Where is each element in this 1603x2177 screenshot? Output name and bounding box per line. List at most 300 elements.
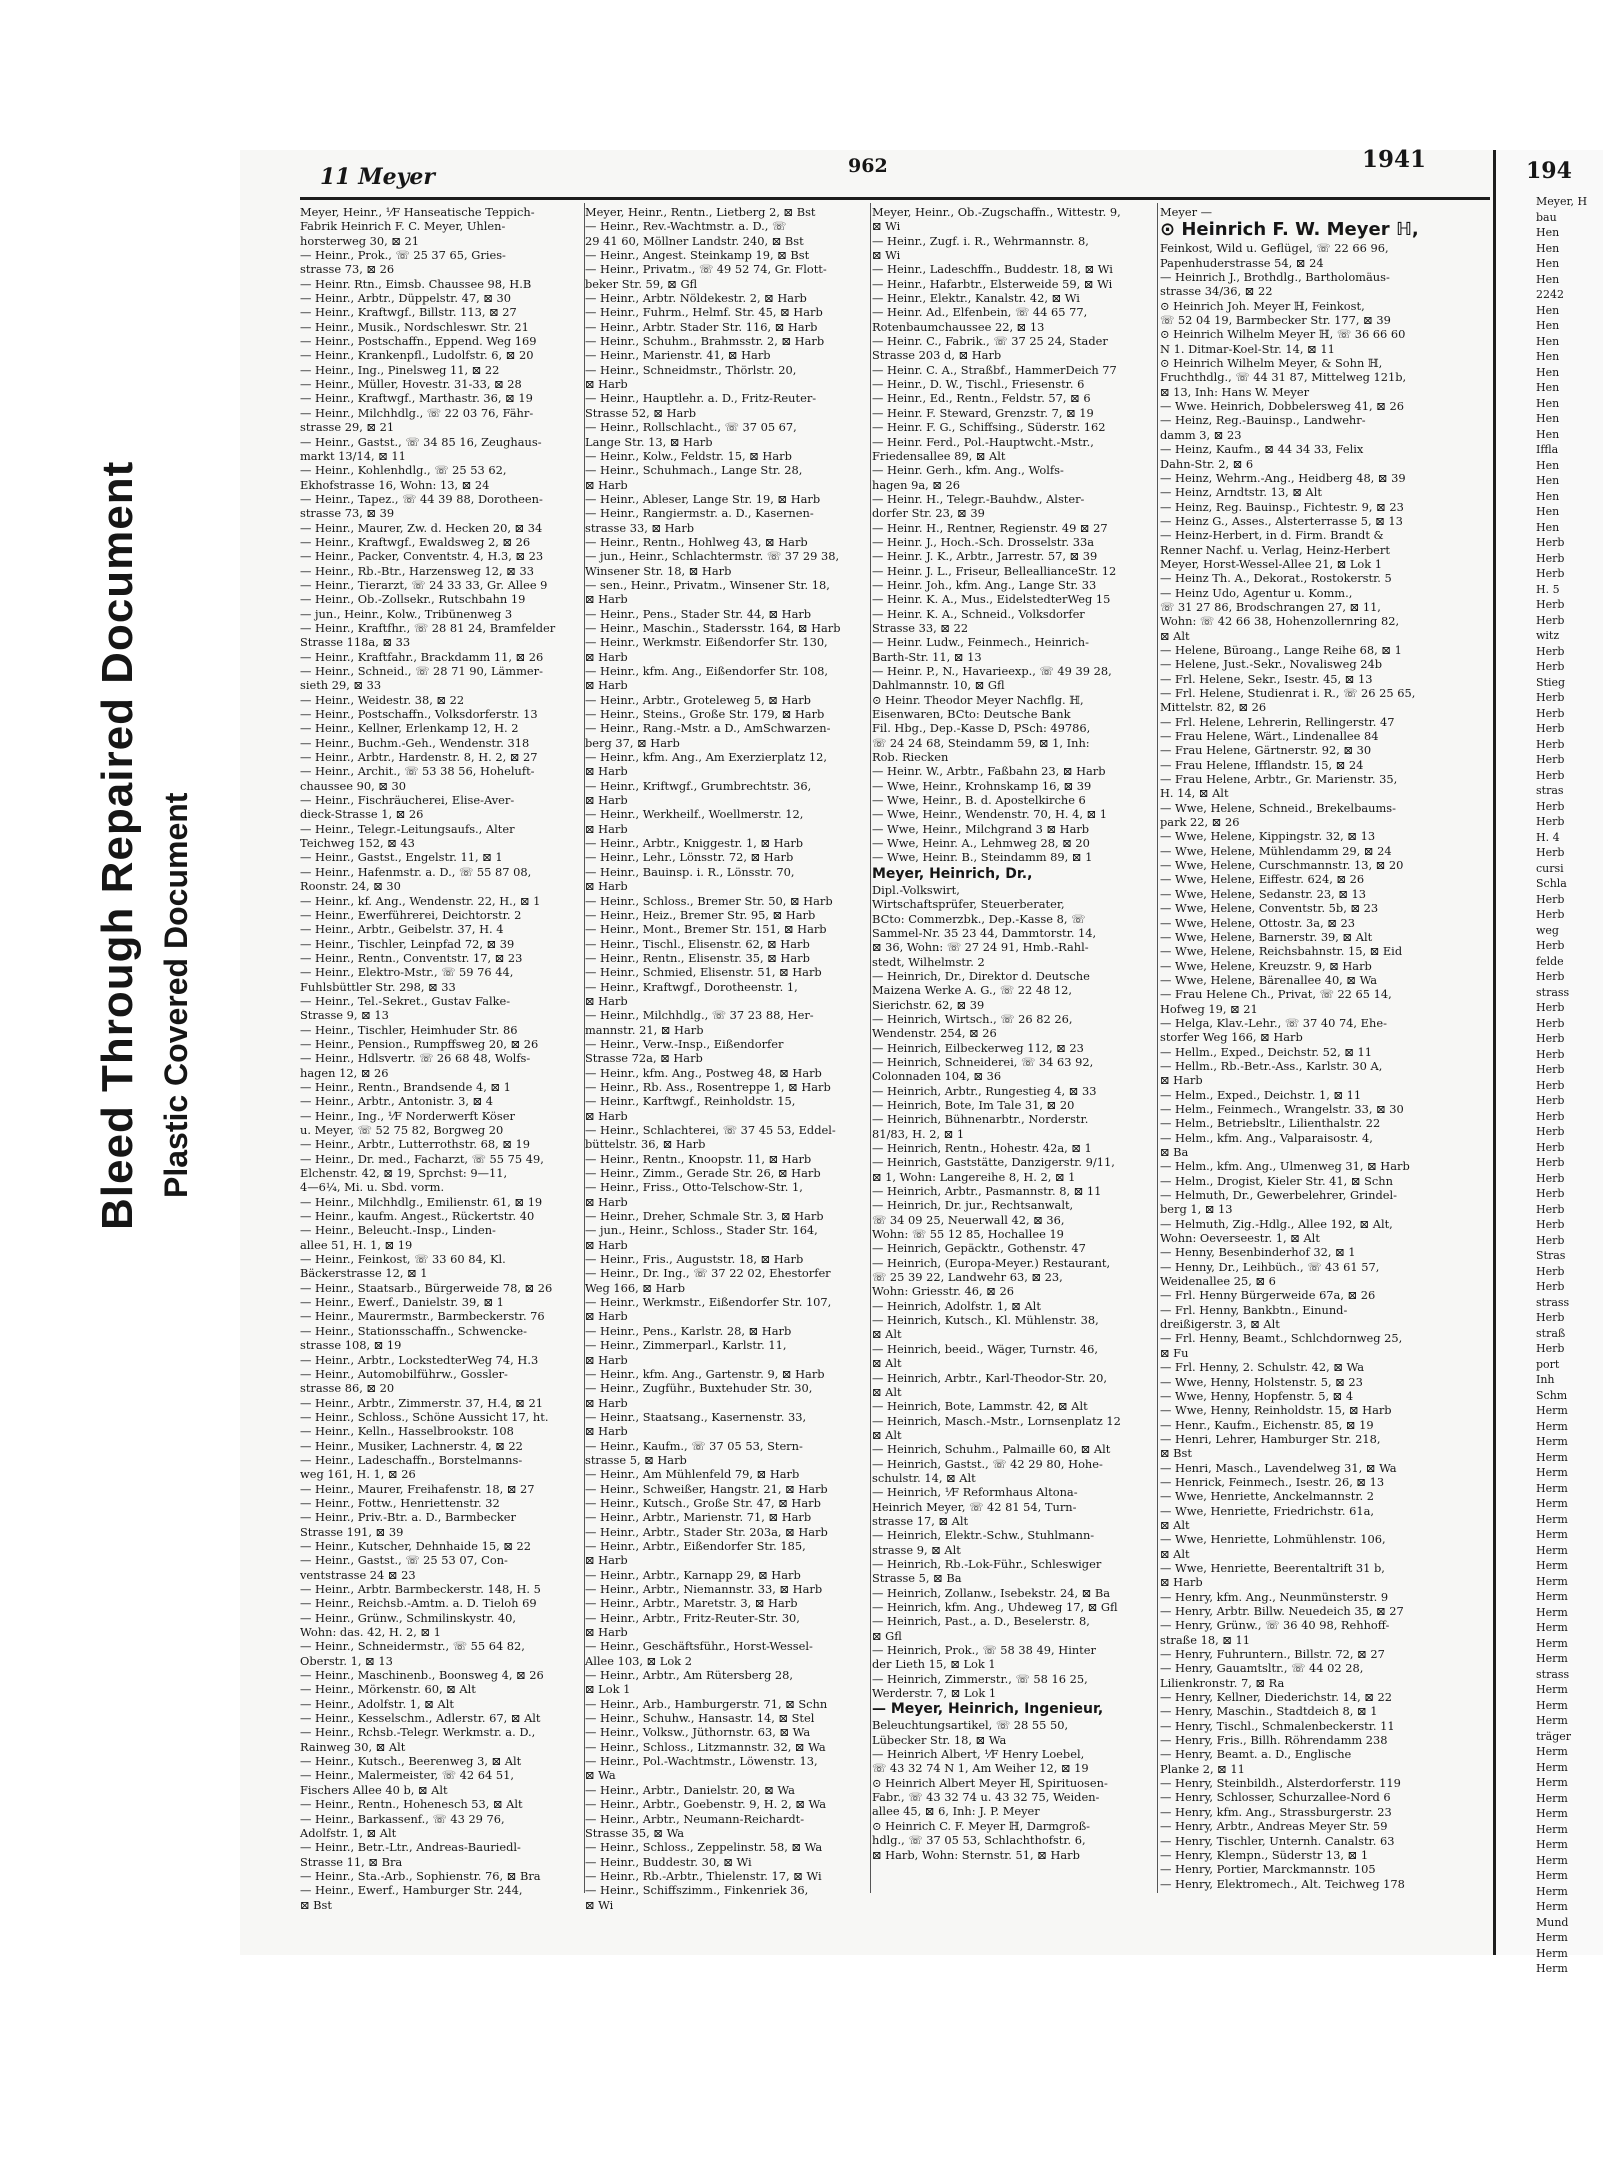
next-page-line: Herb <box>1536 753 1565 766</box>
directory-entry: — jun., Heinr., Schlachtermstr. ☏ 37 29 38, <box>585 549 840 564</box>
directory-entry: — Heinr., Müller, Hovestr. 31-33, ⊠ 28 <box>300 377 522 392</box>
directory-entry: — Heinr., Sta.-Arb., Sophienstr. 76, ⊠ Bra <box>300 1868 541 1883</box>
directory-entry: allee 51, H. 1, ⊠ 19 <box>300 1237 413 1252</box>
directory-entry: — Heinr., Milchhdlg., ☏ 37 23 88, Her- <box>585 1008 814 1023</box>
directory-entry: — Frau Helene, Gärtnerstr. 92, ⊠ 30 <box>1160 743 1372 758</box>
directory-entry: ⊠ 36, Wohn: ☏ 27 24 91, Hmb.-Rahl- <box>872 940 1089 955</box>
directory-entry: damm 3, ⊠ 23 <box>1160 427 1242 442</box>
directory-entry: — Heinrich, Rentn., Hohestr. 42a, ⊠ 1 <box>872 1141 1092 1155</box>
directory-entry: — Frau Helene, Ifflandstr. 15, ⊠ 24 <box>1160 757 1364 772</box>
directory-entry: Fabr., ☏ 43 32 74 u. 43 32 75, Weiden- <box>872 1790 1100 1805</box>
next-page-line: Herb <box>1536 1202 1565 1216</box>
next-page-line: cursi <box>1536 861 1564 875</box>
directory-entry: — Heinr., Kraftwgf., Dorotheenstr. 1, <box>585 979 798 994</box>
directory-entry: — Henry, Fris., Billh. Röhrendamm 238 <box>1160 1733 1388 1748</box>
next-page-line: Herb <box>1536 768 1565 782</box>
directory-entry: — Heinr., Betr.-Ltr., Andreas-Bauriedl- <box>300 1840 521 1855</box>
directory-entry: ⊠ Harb <box>585 1625 628 1640</box>
directory-entry: — Helmuth, Dr., Gewerbelehrer, Grindel- <box>1160 1188 1398 1203</box>
directory-entry: — Heinr., kfm. Ang., Postweg 48, ⊠ Harb <box>585 1065 822 1080</box>
directory-entry: — Heinr., Arbtr. Stader Str. 116, ⊠ Harb <box>585 319 818 334</box>
directory-entry: ⊠ Lok 1 <box>585 1682 631 1697</box>
directory-entry: — Heinr. J. L., Friseur, BelleallianceStr. 12 <box>872 563 1117 578</box>
directory-entry: — Wwe, Heinr., Wendenstr. 70, H. 4, ⊠ 1 <box>872 807 1108 822</box>
directory-entry: — Henry, Kellner, Diederichstr. 14, ⊠ 22 <box>1160 1690 1392 1705</box>
next-page-line: 2242 <box>1536 288 1564 301</box>
directory-entry: — Heinr. K. A., Mus., EidelstedterWeg 15 <box>872 592 1111 607</box>
directory-entry: — Heinr. Ferd., Pol.-Hauptwcht.-Mstr., <box>872 434 1094 449</box>
directory-entry: — Heinz, Arndtstr. 13, ⊠ Alt <box>1160 485 1322 500</box>
directory-entry: — Heinr., Rentn., Elisenstr. 35, ⊠ Harb <box>585 950 810 965</box>
directory-entry: — Heinr., Priv.-Btr. a. D., Barmbecker <box>300 1510 516 1525</box>
directory-entry: — Heinr., Pens., Karlstr. 28, ⊠ Harb <box>585 1323 792 1338</box>
directory-entry: Lübecker Str. 18, ⊠ Wa <box>872 1732 1007 1747</box>
directory-entry: — Wwe, Heinr., B. d. Apostelkirche 6 <box>872 793 1086 808</box>
directory-entry: — Heinr., Barkassenf., ☏ 43 29 76, <box>300 1811 505 1826</box>
directory-entry: — Heinr., Schneid., ☏ 28 71 90, Lämmer- <box>300 664 543 678</box>
directory-entry: Mittelstr. 82, ⊠ 26 <box>1160 700 1267 715</box>
directory-entry: Elchenstr. 42, ⊠ 19, Sprchst: 9—11, <box>300 1166 508 1181</box>
directory-entry: Maizena Werke A. G., ☏ 22 48 12, <box>872 983 1073 998</box>
directory-entry: — Heinr., Maurer, Zw. d. Hecken 20, ⊠ 34 <box>300 520 543 535</box>
directory-entry: — Heinr., Hafarbtr., Elsterweide 59, ⊠ Wi <box>872 276 1113 291</box>
directory-entry: — Heinr. Gerh., kfm. Ang., Wolfs- <box>872 463 1064 478</box>
directory-entry: Ekhofstrasse 16, Wohn: 13, ⊠ 24 <box>300 477 490 492</box>
next-page-line: Herm <box>1536 1559 1568 1572</box>
directory-entry: — Heinr., Postschaffn., Eppend. Weg 169 <box>300 334 537 349</box>
directory-entry: — Helene, Just.-Sekr., Novalisweg 24b <box>1160 657 1383 672</box>
page-header-left: 11 Meyer <box>320 164 435 190</box>
directory-entry: — Heinr., Rb. Ass., Rosentreppe 1, ⊠ Harb <box>585 1079 831 1094</box>
directory-entry: straße 18, ⊠ 11 <box>1160 1632 1251 1647</box>
next-page-line: Herm <box>1536 1528 1568 1541</box>
next-page-line: Herm <box>1536 1884 1568 1898</box>
directory-entry: — Heinrich, Dr., Direktor d. Deutsche <box>872 968 1090 983</box>
next-page-line: Hen <box>1536 334 1560 348</box>
directory-entry: Meyer, Heinr., Ob.-Zugschaffn., Wittestr. 9, <box>872 205 1121 219</box>
next-page-lines <box>1496 184 1603 1977</box>
directory-entry: dorfer Str. 23, ⊠ 39 <box>872 506 985 521</box>
directory-entry: — Heinrich, beeid., Wäger, Turnstr. 46, <box>872 1341 1098 1356</box>
directory-entry: Planke 2, ⊠ 11 <box>1160 1761 1245 1776</box>
directory-entry: H. 14, ⊠ Alt <box>1160 786 1229 801</box>
directory-entry: Meyer, Horst-Wessel-Allee 21, ⊠ Lok 1 <box>1160 556 1383 571</box>
directory-entry: — Heinr., Feinkost, ☏ 33 60 84, Kl. <box>300 1252 506 1267</box>
next-page-edge <box>1493 150 1603 1975</box>
directory-entry: ⊙ Heinrich Joh. Meyer ℍ, Feinkost, <box>1160 298 1365 313</box>
directory-entry: ⊠ Harb <box>585 1309 628 1324</box>
directory-entry: allee 45, ⊠ 6, Inh: J. P. Meyer <box>872 1804 1040 1819</box>
directory-entry: — Henrick, Feinmech., Isestr. 26, ⊠ 13 <box>1160 1474 1385 1489</box>
directory-entry: — Heinr., Musiker, Lachnerstr. 4, ⊠ 22 <box>300 1438 523 1453</box>
directory-entry: — Heinr., Hdlsvertr. ☏ 26 68 48, Wolfs- <box>300 1051 531 1066</box>
directory-entry: — Heinr., Tischler, Leinpfad 72, ⊠ 39 <box>300 936 515 951</box>
directory-entry: — Heinr. F. G., Schiffsing., Süderstr. 162 <box>872 420 1106 435</box>
directory-entry: ⊠ Harb <box>585 821 628 836</box>
directory-entry: 81/83, H. 2, ⊠ 1 <box>872 1126 965 1141</box>
next-page-line: Herm <box>1536 1621 1568 1634</box>
directory-entry: — Meyer, Heinrich, Ingenieur, <box>872 1701 1104 1718</box>
next-page-line: Herm <box>1536 1869 1568 1882</box>
directory-entry: strasse 34/36, ⊠ 22 <box>1160 284 1273 299</box>
directory-entry: — Heinr., Arbtr., Zimmerstr. 37, H.4, ⊠ 21 <box>300 1395 543 1410</box>
directory-entry: Dahlmannstr. 10, ⊠ Gfl <box>872 678 1005 693</box>
directory-entry: Fischers Allee 40 b, ⊠ Alt <box>300 1782 448 1797</box>
directory-entry: — Heinr., Friss., Otto-Telschow-Str. 1, <box>585 1180 803 1195</box>
sidebar-label <box>88 230 218 1230</box>
directory-entry: Adolfstr. 1, ⊠ Alt <box>300 1825 397 1840</box>
directory-entry: Rainweg 30, ⊠ Alt <box>300 1739 406 1754</box>
directory-entry: — Heinr., Mont., Bremer Str. 151, ⊠ Harb <box>585 922 827 937</box>
directory-entry: — Heinrich, (Europa-Meyer.) Restaurant, <box>872 1255 1111 1270</box>
next-page-line: weg <box>1536 923 1559 937</box>
directory-entry: — Helm., kfm. Ang., Ulmenweg 31, ⊠ Harb <box>1160 1159 1410 1174</box>
directory-entry: — Heinrich, Wirtsch., ☏ 26 82 26, <box>872 1011 1073 1026</box>
directory-entry: — Helm., Exped., Deichstr. 1, ⊠ 11 <box>1160 1087 1362 1102</box>
directory-entry: — Heinr., Dr. Ing., ☏ 37 22 02, Ehestorfer <box>585 1266 831 1281</box>
directory-entry: — Heinr., Maurermstr., Barmbeckerstr. 76 <box>300 1309 545 1324</box>
directory-entry: — Wwe, Heinr. A., Lehmweg 28, ⊠ 20 <box>872 836 1090 851</box>
directory-entry: — Heinr., Schuhm., Brahmsstr. 2, ⊠ Harb <box>585 334 825 349</box>
directory-entry: — Heinr., Beleucht.-Insp., Linden- <box>300 1223 496 1238</box>
directory-entry: — Heinr., Musik., Nordschleswr. Str. 21 <box>300 319 529 334</box>
directory-entry: — Heinrich, Eilbeckerweg 112, ⊠ 23 <box>872 1040 1084 1055</box>
directory-entry: — Hellm., Exped., Deichstr. 52, ⊠ 11 <box>1160 1044 1373 1059</box>
directory-entry: — Heinr., Schlachterei, ☏ 37 45 53, Eddel- <box>585 1123 836 1137</box>
directory-entry: ⊠ Harb <box>1160 1575 1203 1590</box>
directory-entry: Wohn: ☏ 55 12 85, Hochallee 19 <box>872 1227 1064 1242</box>
directory-entry: — Heinr., Rb.-Arbtr., Thielenstr. 17, ⊠ Wi <box>585 1868 822 1883</box>
directory-entry: — Heinr., Marienstr. 41, ⊠ Harb <box>585 348 771 363</box>
directory-entry: — Heinr., Rentn., Hohenesch 53, ⊠ Alt <box>300 1797 523 1812</box>
directory-entry: — Heinr., Maurer, Freihafenstr. 18, ⊠ 27 <box>300 1481 535 1496</box>
directory-entry: — Heinr., Reichsb.-Amtm. a. D. Tieloh 69 <box>300 1596 537 1611</box>
next-page-line: Herm <box>1536 1574 1568 1588</box>
directory-entry: — Henry, Fuhruntern., Billstr. 72, ⊠ 27 <box>1160 1647 1385 1662</box>
directory-entry: — Heinr., kfm. Ang., Am Exerzierplatz 12, <box>585 750 828 765</box>
directory-entry: — Heinrich, Rb.-Lok-Führ., Schleswiger <box>872 1556 1102 1571</box>
directory-entry: — Heinr. C., Fabrik., ☏ 37 25 24, Stader <box>872 334 1108 349</box>
next-page-line: Herb <box>1536 1264 1565 1278</box>
next-page-line: Herb <box>1536 815 1565 828</box>
next-page-line: Herm <box>1536 1435 1568 1448</box>
directory-entry: — Heinr., Arbtr., Kniggestr. 1, ⊠ Harb <box>585 836 804 851</box>
directory-entry: — Heinz, Wehrm.-Ang., Heidberg 48, ⊠ 39 <box>1160 470 1406 485</box>
next-page-line: Mund <box>1536 1915 1569 1929</box>
directory-entry: — Heinr., Archit., ☏ 53 38 56, Hoheluft- <box>300 764 535 779</box>
directory-entry: strasse 9, ⊠ Alt <box>872 1542 961 1557</box>
directory-entry: — Henry, Arbtr. Billw. Neuedeich 35, ⊠ 27 <box>1160 1604 1404 1618</box>
next-page-line: H. 4 <box>1536 830 1560 844</box>
directory-entry: — Frl. Henny, Bankbtn., Einund- <box>1160 1302 1348 1317</box>
directory-entry: — Heinr., Telegr.-Leitungsaufs., Alter <box>300 821 515 836</box>
directory-entry: — Heinrich, Gastst., ☏ 42 29 80, Hohe- <box>872 1456 1103 1471</box>
directory-entry: — Heinr., Arbtr., Am Rütersberg 28, <box>585 1668 793 1683</box>
directory-entry: — Heinr., Ob.-Zollsekr., Rutschbahn 19 <box>300 592 526 607</box>
next-page-line: Herm <box>1536 1714 1568 1727</box>
next-page-line: Herm <box>1536 1419 1568 1433</box>
directory-entry: der Lieth 15, ⊠ Lok 1 <box>872 1657 996 1672</box>
directory-entry: — Heinrich, Kutsch., Kl. Mühlenstr. 38, <box>872 1313 1099 1328</box>
directory-entry: — Wwe, Helene, Eiffestr. 624, ⊠ 26 <box>1160 872 1365 887</box>
directory-entry: Fabrik Heinrich F. C. Meyer, Uhlen- <box>300 219 506 234</box>
directory-entry: ⊠ Harb <box>585 649 628 664</box>
directory-entry: — Heinrich, Schneiderei, ☏ 34 63 92, <box>872 1054 1094 1069</box>
directory-entry: strasse 108, ⊠ 19 <box>300 1338 402 1353</box>
directory-entry: — Helene, Büroang., Lange Reihe 68, ⊠ 1 <box>1160 642 1402 657</box>
directory-entry: — Heinr., Arbtr., LockstedterWeg 74, H.3 <box>300 1352 539 1367</box>
directory-entry: — Heinr., Verw.-Insp., Eißendorfer <box>585 1036 784 1051</box>
next-page-line: felde <box>1536 954 1564 968</box>
directory-entry: ⊠ Harb <box>585 879 628 894</box>
directory-entry: — Henry, Maschin., Stadtdeich 8, ⊠ 1 <box>1160 1704 1378 1719</box>
directory-entry: — Heinr., Rev.-Wachtmstr. a. D., ☏ <box>585 219 787 234</box>
directory-entry: — Heinr., Arbtr., Düppelstr. 47, ⊠ 30 <box>300 291 512 306</box>
directory-entry: Oberstr. 1, ⊠ 13 <box>300 1653 393 1668</box>
directory-entry: Fuhlsbüttler Str. 298, ⊠ 33 <box>300 979 456 994</box>
directory-entry: — Heinr., Arbtr. Barmbeckerstr. 148, H. 5 <box>300 1582 541 1596</box>
next-page-line: Herm <box>1536 1760 1568 1774</box>
directory-entry: Feinkost, Wild u. Geflügel, ☏ 22 66 96, <box>1160 241 1389 256</box>
directory-entry: — Heinr., Rang.-Mstr. a D., AmSchwarzen- <box>585 721 831 736</box>
directory-entry: ⊠ Harb <box>585 477 628 492</box>
directory-entry: ⊠ Alt <box>1160 628 1190 643</box>
directory-entry: — Heinrich, Arbtr., Karl-Theodor-Str. 20, <box>872 1370 1108 1385</box>
directory-entry: schulstr. 14, ⊠ Alt <box>872 1470 976 1485</box>
directory-entry: — Heinr., Fris., Auguststr. 18, ⊠ Harb <box>585 1252 804 1267</box>
directory-entry: — Heinr., Volksw., Jüthornstr. 63, ⊠ Wa <box>585 1725 811 1740</box>
directory-entry: strasse 73, ⊠ 39 <box>300 506 395 521</box>
directory-entry: — Heinr., Fottw., Henriettenstr. 32 <box>300 1495 500 1510</box>
next-page-line: Hen <box>1536 241 1560 255</box>
next-page-line: Herm <box>1536 1450 1568 1464</box>
column-divider <box>870 203 871 1893</box>
next-page-line: Hen <box>1536 272 1560 286</box>
directory-entry: — Heinr., Ladeschaffn., Borstelmanns- <box>300 1452 523 1467</box>
directory-entry: — Frau Helene, Arbtr., Gr. Marienstr. 35, <box>1160 772 1398 787</box>
directory-entry: — Heinr., Gastst., ☏ 34 85 16, Zeughaus- <box>300 434 542 449</box>
directory-entry: ⊙ Heinr. Theodor Meyer Nachflg. ℍ, <box>872 692 1084 707</box>
directory-entry: — Helm., Feinmech., Wrangelstr. 33, ⊠ 30 <box>1160 1101 1404 1116</box>
next-page-line: H. 5 <box>1536 582 1560 596</box>
directory-entry: — Heinr., Rentn., Hohlweg 43, ⊠ Harb <box>585 534 808 549</box>
directory-entry: ⊠ Bst <box>300 1897 332 1912</box>
directory-entry: Dahn-Str. 2, ⊠ 6 <box>1160 456 1254 471</box>
directory-entry: berg 37, ⊠ Harb <box>585 735 680 750</box>
directory-entry: Hofweg 19, ⊠ 21 <box>1160 1001 1258 1016</box>
directory-entry: — Heinz G., Asses., Alsterterrasse 5, ⊠ 13 <box>1160 513 1403 528</box>
next-page-line: Herb <box>1536 1311 1565 1324</box>
directory-entry: — Heinr., Privatm., ☏ 49 52 74, Gr. Flott- <box>585 262 827 277</box>
next-page-line: Schm <box>1536 1388 1568 1402</box>
directory-entry: — Heinr. J. K., Arbtr., Jarrestr. 57, ⊠ 39 <box>872 549 1098 564</box>
directory-entry: — Heinrich J., Brothdlg., Bartholomäus- <box>1160 270 1390 285</box>
next-page-line: Herm <box>1536 1636 1568 1650</box>
directory-entry: Werderstr. 7, ⊠ Lok 1 <box>872 1686 997 1701</box>
directory-entry: Lange Str. 13, ⊠ Harb <box>585 434 713 449</box>
directory-entry: — Heinr., Zugf. i. R., Wehrmannstr. 8, <box>872 233 1089 248</box>
next-page-line: port <box>1536 1357 1560 1371</box>
directory-entry: — Heinr., Schneidmstr., Thörlstr. 20, <box>585 362 797 377</box>
directory-entry: ⊠ Gfl <box>872 1628 902 1643</box>
directory-entry: — Frau Helene, Wärt., Lindenallee 84 <box>1160 729 1379 744</box>
directory-entry: — Heinr., Rollschlacht., ☏ 37 05 67, <box>585 420 797 435</box>
directory-entry: — Heinr., Arb., Hamburgerstr. 71, ⊠ Schn <box>585 1696 828 1711</box>
directory-entry: Sierichstr. 62, ⊠ 39 <box>872 997 985 1012</box>
next-page-line: Herb <box>1536 1187 1565 1200</box>
next-page-line: Herm <box>1536 1466 1568 1479</box>
directory-entry: — Wwe, Helene, Reichsbahnstr. 15, ⊠ Eid <box>1160 944 1403 959</box>
directory-entry: — Heinr., Hafenmstr. a. D., ☏ 55 87 08, <box>300 864 532 879</box>
directory-entry: — Heinr., Kaufm., ☏ 37 05 53, Stern- <box>585 1438 803 1453</box>
directory-entry: — Heinr., Rangiermstr. a. D., Kasernen- <box>585 506 814 521</box>
directory-entry: — Heinr., Kutsch., Beerenweg 3, ⊠ Alt <box>300 1754 522 1769</box>
directory-entry: — Heinr. H., Telegr.-Bauhdw., Alster- <box>872 491 1085 506</box>
directory-entry: — Heinr., kfm. Ang., Eißendorfer Str. 108, <box>585 664 829 678</box>
next-page-line: Herm <box>1536 1962 1568 1975</box>
directory-entry: — Heinr., Arbtr., Maretstr. 3, ⊠ Harb <box>585 1596 798 1611</box>
directory-entry: — Heinr., Karftwgf., Reinholdstr. 15, <box>585 1094 796 1109</box>
directory-entry: horsterweg 30, ⊠ 21 <box>300 233 420 248</box>
directory-entry: — Henry, Klempn., Süderstr 13, ⊠ 1 <box>1160 1847 1369 1862</box>
next-page-line: Herm <box>1536 1900 1568 1913</box>
directory-entry: hdlg., ☏ 37 05 53, Schlachthofstr. 6, <box>872 1833 1086 1848</box>
directory-entry: Colonnaden 104, ⊠ 36 <box>872 1069 1002 1084</box>
directory-entry: — Heinr., Rchsb.-Telegr. Werkmstr. a. D., <box>300 1725 536 1740</box>
directory-entry: — Henry, Tischler, Unternh. Canalstr. 63 <box>1160 1833 1395 1848</box>
next-page-line: Herb <box>1536 551 1565 565</box>
directory-entry: — Heinr., Kraftwgf., Billstr. 113, ⊠ 27 <box>300 305 517 320</box>
directory-entry: ⊠ Alt <box>1160 1546 1190 1561</box>
directory-entry: ⊠ Harb <box>585 1424 628 1439</box>
next-page-line: Herb <box>1536 706 1565 720</box>
directory-entry: — Henry, kfm. Ang., Strassburgerstr. 23 <box>1160 1804 1392 1819</box>
directory-entry: — Wwe, Helene, Curschmannstr. 13, ⊠ 20 <box>1160 858 1404 873</box>
directory-entry: Strasse 52, ⊠ Harb <box>585 405 697 420</box>
directory-entry: — Heinr., Milchhdlg., Emilienstr. 61, ⊠ 19 <box>300 1194 543 1209</box>
directory-entry: — Henr., Kaufm., Eichenstr. 85, ⊠ 19 <box>1160 1417 1374 1432</box>
directory-entry: — Heinr., Mörkenstr. 60, ⊠ Alt <box>300 1682 476 1697</box>
directory-entry: — Heinr., Tischl., Elisenstr. 62, ⊠ Harb <box>585 936 810 951</box>
directory-entry: — Heinr., Maschinenb., Boonsweg 4, ⊠ 26 <box>300 1668 544 1683</box>
directory-entry: — Heinr., Bauinsp. i. R., Lönsstr. 70, <box>585 864 795 879</box>
directory-entry: — Heinrich, Arbtr., Rungestieg 4, ⊠ 33 <box>872 1083 1097 1098</box>
next-page-line: Herb <box>1536 1125 1565 1138</box>
directory-entry: ⊠ Wa <box>585 1768 616 1783</box>
directory-entry: — Heinr., Dr. med., Facharzt, ☏ 55 75 49, <box>300 1151 544 1166</box>
next-page-line: Inh <box>1536 1373 1555 1386</box>
directory-entry: Wohn: Griesstr. 46, ⊠ 26 <box>872 1284 1014 1299</box>
directory-entry: — Heinrich, Schuhm., Palmaille 60, ⊠ Alt <box>872 1442 1111 1457</box>
directory-entry: ⊠ Bst <box>1160 1446 1192 1461</box>
directory-entry: Eisenwaren, BCto: Deutsche Bank <box>872 707 1071 722</box>
directory-entry: — Heinr., Kolw., Feldstr. 15, ⊠ Harb <box>585 448 792 463</box>
next-page-line: Hen <box>1536 520 1560 534</box>
directory-entry: — Wwe, Henny, Reinholdstr. 15, ⊠ Harb <box>1160 1403 1392 1418</box>
next-page-line: Herm <box>1536 1497 1568 1510</box>
directory-entry: — Heinr., Kesselschm., Adlerstr. 67, ⊠ Alt <box>300 1711 541 1726</box>
next-page-line: Herb <box>1536 970 1565 983</box>
directory-entry: — Frau Helene Ch., Privat, ☏ 22 65 14, <box>1160 987 1392 1002</box>
directory-column-2 <box>585 205 867 1912</box>
directory-entry: — Heinr., Heiz., Bremer Str. 95, ⊠ Harb <box>585 907 816 922</box>
directory-entry: — Heinr., Tischler, Heimhuder Str. 86 <box>300 1022 518 1037</box>
directory-entry: — Heinr., Stationsschaffn., Schwencke- <box>300 1323 528 1338</box>
directory-entry: — Helm., Drogist, Kieler Str. 41, ⊠ Schn <box>1160 1173 1393 1188</box>
directory-entry: — Heinr., Zugführ., Buxtehuder Str. 30, <box>585 1381 813 1396</box>
directory-entry: — Henry, Steinbildh., Alsterdorferstr. 119 <box>1160 1776 1401 1791</box>
header-rule <box>300 197 1490 200</box>
directory-entry: — Heinr., Arbtr., Stader Str. 203a, ⊠ Harb <box>585 1524 828 1539</box>
directory-entry: — Heinr., Arbtr., Danielstr. 20, ⊠ Wa <box>585 1782 795 1797</box>
next-page-line: Herb <box>1536 908 1565 921</box>
directory-entry: N 1. Ditmar-Koel-Str. 14, ⊠ 11 <box>1160 341 1335 356</box>
directory-entry: ⊠ 1, Wohn: Langereihe 8, H. 2, ⊠ 1 <box>872 1169 1076 1184</box>
next-page-line: Herm <box>1536 1931 1568 1944</box>
directory-entry: — Heinz Udo, Agentur u. Komm., <box>1160 585 1353 600</box>
directory-entry: — Wwe, Henny, Holstenstr. 5, ⊠ 23 <box>1160 1374 1363 1389</box>
directory-entry: — Heinr., Elektro-Mstr., ☏ 59 76 44, <box>300 965 514 980</box>
directory-entry: ⊙ Heinrich Wilhelm Meyer ℍ, ☏ 36 66 60 <box>1160 327 1406 342</box>
next-page-line: Herb <box>1536 1156 1565 1169</box>
directory-entry: — Heinrich, Gepäcktr., Gothenstr. 47 <box>872 1241 1086 1256</box>
directory-entry: ⊠ Wi <box>872 219 901 234</box>
directory-entry: ⊠ Harb <box>585 592 628 607</box>
directory-entry: — Heinr., Steins., Große Str. 179, ⊠ Harb <box>585 707 825 722</box>
plastic-covered-label: Plastic Covered Document <box>158 792 194 1198</box>
directory-entry: — Heinr., D. W., Tischl., Friesenstr. 6 <box>872 377 1085 392</box>
directory-entry: Strasse 72a, ⊠ Harb <box>585 1051 703 1066</box>
next-page-line: Herb <box>1536 892 1565 906</box>
directory-entry: Wohn: das. 42, H. 2, ⊠ 1 <box>300 1625 441 1640</box>
directory-entry: — sen., Heinr., Privatm., Winsener Str. 18, <box>585 577 830 592</box>
directory-entry: — Heinrich, Zimmerstr., ☏ 58 16 25, <box>872 1671 1088 1686</box>
directory-entry: ⊠ Harb <box>585 993 628 1008</box>
directory-entry: — Heinr., Arbtr., Hardenstr. 8, H. 2, ⊠ 27 <box>300 750 538 765</box>
directory-entry: BCto: Commerzbk., Dep.-Kasse 8, ☏ <box>872 911 1086 926</box>
directory-entry: — Heinr. J., Hoch.-Sch. Drosselstr. 33a <box>872 534 1095 549</box>
directory-entry: — Heinz, Reg. Bauinsp., Fichtestr. 9, ⊠ 23 <box>1160 499 1404 514</box>
directory-entry: — Wwe, Henriette, Anckelmannstr. 2 <box>1160 1489 1375 1504</box>
directory-entry: — Heinrich, kfm. Ang., Uhdeweg 17, ⊠ Gfl <box>872 1600 1118 1614</box>
next-page-line: Herm <box>1536 1745 1568 1758</box>
directory-entry: ⊠ Harb <box>585 1553 628 1568</box>
directory-column-1 <box>300 205 582 1912</box>
directory-entry: storfer Weg 166, ⊠ Harb <box>1160 1030 1303 1045</box>
next-page-line: bau <box>1536 210 1557 224</box>
directory-entry: — Heinrich, ⅟F Reformhaus Altona- <box>872 1485 1078 1500</box>
directory-entry: — Heinz, Reg.-Bauinsp., Landwehr- <box>1160 413 1366 428</box>
directory-entry: chaussee 90, ⊠ 30 <box>300 778 407 793</box>
directory-entry: — Heinr., Malermeister, ☏ 42 64 51, <box>300 1768 514 1783</box>
directory-entry: Wohn: ☏ 42 66 38, Hohenzollernring 82, <box>1160 614 1400 629</box>
next-page-line: Hen <box>1536 427 1560 441</box>
directory-entry: — Heinr. F. Steward, Grenzstr. 7, ⊠ 19 <box>872 405 1094 420</box>
directory-entry: — Heinr., kf. Ang., Wendenstr. 22, H., ⊠ 1 <box>300 893 541 908</box>
directory-entry: — Hellm., Rb.-Betr.-Ass., Karlstr. 30 A, <box>1160 1058 1383 1073</box>
next-page-line: Herm <box>1536 1605 1568 1619</box>
next-page-line: straß <box>1536 1326 1566 1340</box>
next-page-line: Herm <box>1536 1776 1568 1789</box>
next-page-line: Herb <box>1536 1032 1565 1045</box>
next-page-line: Hen <box>1536 226 1560 239</box>
directory-entry: — Heinr., Ing., ⅟F Norderwerft Köser <box>300 1108 515 1123</box>
directory-entry: — Heinr., Krankenpfl., Ludolfstr. 6, ⊠ 20 <box>300 348 534 363</box>
next-page-line: stras <box>1536 784 1564 797</box>
directory-entry: ⊠ Ba <box>1160 1145 1189 1159</box>
next-page-line: Hen <box>1536 319 1560 332</box>
directory-entry: — Heinr., Zimm., Gerade Str. 26, ⊠ Harb <box>585 1166 821 1181</box>
